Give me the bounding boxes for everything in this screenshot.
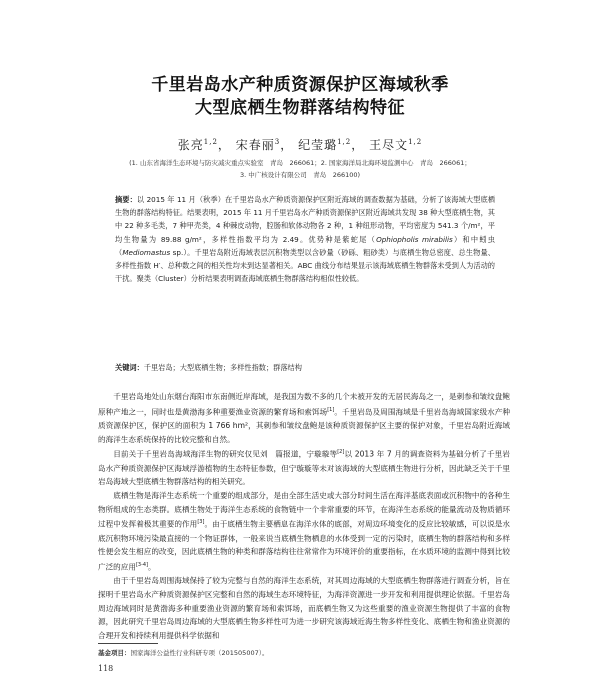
paragraph-text: 底栖生物是海洋生态系统一个重要的组成部分，是由全部生活史或大部分时间生活在海洋基底表面或沉积物中的各种生物所组成的生态类群。底栖生物处于海洋生态系统的食物链中一个非常重要的环节，在海洋生态系统的能量流动及物质循环过程中发挥着极其重要的作用 — [98, 490, 510, 529]
affiliation-line-1: (1. 山东省海洋生态环境与防灾减灾重点实验室 青岛 266061；2. 国家海洋局北海环境监测中心 青岛 266061； — [129, 159, 471, 167]
abstract-text: sp.）。千里岩岛附近海域表层沉积物类型以含砂量（砂砾、粗砂类）与底栖生物总密度、总生物量、多样性指数 H′、总种数之间的相关性均未到达显著相关。ABC 曲线分布结果显示该海域底栖生物群落未受到人为活动的干扰。聚类（Cluster）分析结果表明调查海域底栖生物群落结构相似性较低。 — [115, 247, 495, 284]
abstract-text: ）和中蚓虫（ — [115, 234, 495, 257]
paragraph — [98, 489, 510, 574]
paragraph-text: 。由于底栖生物主要栖息在海洋水体的底部，对周边环境变化的反应比较敏感，可以说是水底沉积物环境污染最直接的一个物证群体，一般来说当底栖生物栖息的水体受到一定的污染时，底栖生物的群落结构和多样性便会发生相应的改变，因此底栖生物的种类和群落结构往往常常作为环境评价的重要指标，在水质环境的监测中得到比较广泛的应用 — [98, 519, 511, 572]
funding-text: 国家海洋公益性行业科研专项（201505007）。 — [130, 649, 269, 657]
paragraph — [98, 446, 510, 489]
paragraph-text: 由于千里岩岛周围海域保持了较为完整与自然的海洋生态系统，对其周边海域的大型底栖生物群落进行调查分析，旨在探明千里岩岛水产种质资源保护区完整和自然的海域生态环境特征，为海洋资源进一步开发和利用提供理论依据。千里岩岛周边海域同时是黄渤海多种重要渔业资源的繁育场和索饵场，而底栖生物又为这些重要的渔业资源生物提供了丰富的食物源，因此研究千里岩岛周边海域的大型底栖生物多样性可为进一步研究该海域近海生物多样性变化、底栖生物和渔业资源的合理开发和持续利用提供科学依据和 — [98, 576, 510, 641]
title-line-1: 千里岩岛水产种质资源保护区海域秋季 — [151, 75, 449, 95]
author-affiliation-mark: 1,2 — [337, 138, 352, 146]
author-separator: ， — [280, 138, 294, 152]
citation: [3-4] — [135, 562, 149, 569]
species-name: Ophiopholis mirabilis — [376, 234, 453, 244]
footnote-divider — [98, 643, 158, 644]
paragraph-text: 以 2013 年 7 月的调查资料为基础分析了千里岩岛水产种质资源保护区海域浮游植物的生态特征参数，但宁璇璇等未对该海域的大型底栖生物进行分析，因此缺乏关于千里岩岛海域大型底栖生物群落结构的相关研究。 — [98, 449, 511, 487]
paragraph — [98, 574, 510, 643]
keywords-label: 关键词： — [115, 363, 144, 372]
species-name: Mediomastus — [122, 247, 171, 257]
paragraph-text: 。千里岩岛及周围海域是千里岩岛海域国家级水产种质资源保护区，保护区的面积为 1 766 hm²，其刺参和皱纹盘鲍是该种质资源保护区主要的保护对象，千里岩岛附近海域的海洋生态系统保持的比较完整和自然。 — [98, 407, 511, 444]
funding-footnote — [98, 648, 510, 657]
page-number: 118 — [98, 664, 114, 673]
paragraph — [98, 390, 510, 446]
affiliation-line-2: 3. 中广核设计有限公司 青岛 266100) — [239, 171, 361, 179]
author-separator: ， — [351, 138, 365, 152]
author-affiliation-mark: 1,2 — [203, 138, 218, 146]
author-affiliation-mark: 1,2 — [408, 138, 423, 146]
author-name: 张亮 — [177, 138, 204, 152]
citation: [1] — [327, 406, 335, 413]
title-line-2: 大型底栖生物群落结构特征 — [195, 98, 405, 118]
paragraph-text: 千里岩岛地处山东烟台海阳市东南侧近岸海域，是我国为数不多的几个未被开发的无居民海岛之一，是刺参和皱纹盘鲍原种产地之一，同时也是黄渤海多种重要渔业资源的繁育场和索饵场 — [98, 392, 510, 417]
paragraph-text: 。 — [148, 562, 156, 572]
citation: [2] — [337, 449, 345, 456]
keywords — [115, 362, 495, 374]
body-text — [98, 390, 510, 643]
paragraph-text: 目前关于千里岩岛海域海洋生物的研究仅见刘 篇报道，宁璇璇等 — [113, 449, 338, 459]
citation: [3] — [197, 519, 205, 526]
author-name: 王尽文 — [369, 138, 409, 152]
author-separator: ， — [217, 138, 231, 152]
author-name: 宋春丽 — [235, 138, 275, 152]
abstract — [115, 193, 495, 285]
author-affiliation-mark: 3 — [274, 138, 281, 146]
keywords-text: 千里岩岛；大型底栖生物；多样性指数；群落结构 — [143, 363, 302, 372]
funding-label: 基金项目： — [98, 649, 131, 657]
author-list — [0, 136, 600, 153]
author-name: 纪莹璐 — [298, 138, 338, 152]
abstract-text: 以 2015 年 11 月（秋季）在千里岩岛水产种质资源保护区附近海域的调查数据为基础，分析了该海域大型底栖生物的群落结构特征。结果表明，2015 年 11 月千里岩岛水产种质资源保护区附近海域共发现 38 种大型底栖生物，其中 22 种多毛类，7 种甲壳类，4 种棘皮动物，腔肠和软体动物各 2 种，1 种纽形动物，平均密度为 541.3 个/m²，平均生物量为 89.88 g/m²，多样性指数平均为 2.49。优势种是紫蛇尾（ — [115, 195, 495, 244]
abstract-label: 摘要： — [115, 195, 137, 204]
